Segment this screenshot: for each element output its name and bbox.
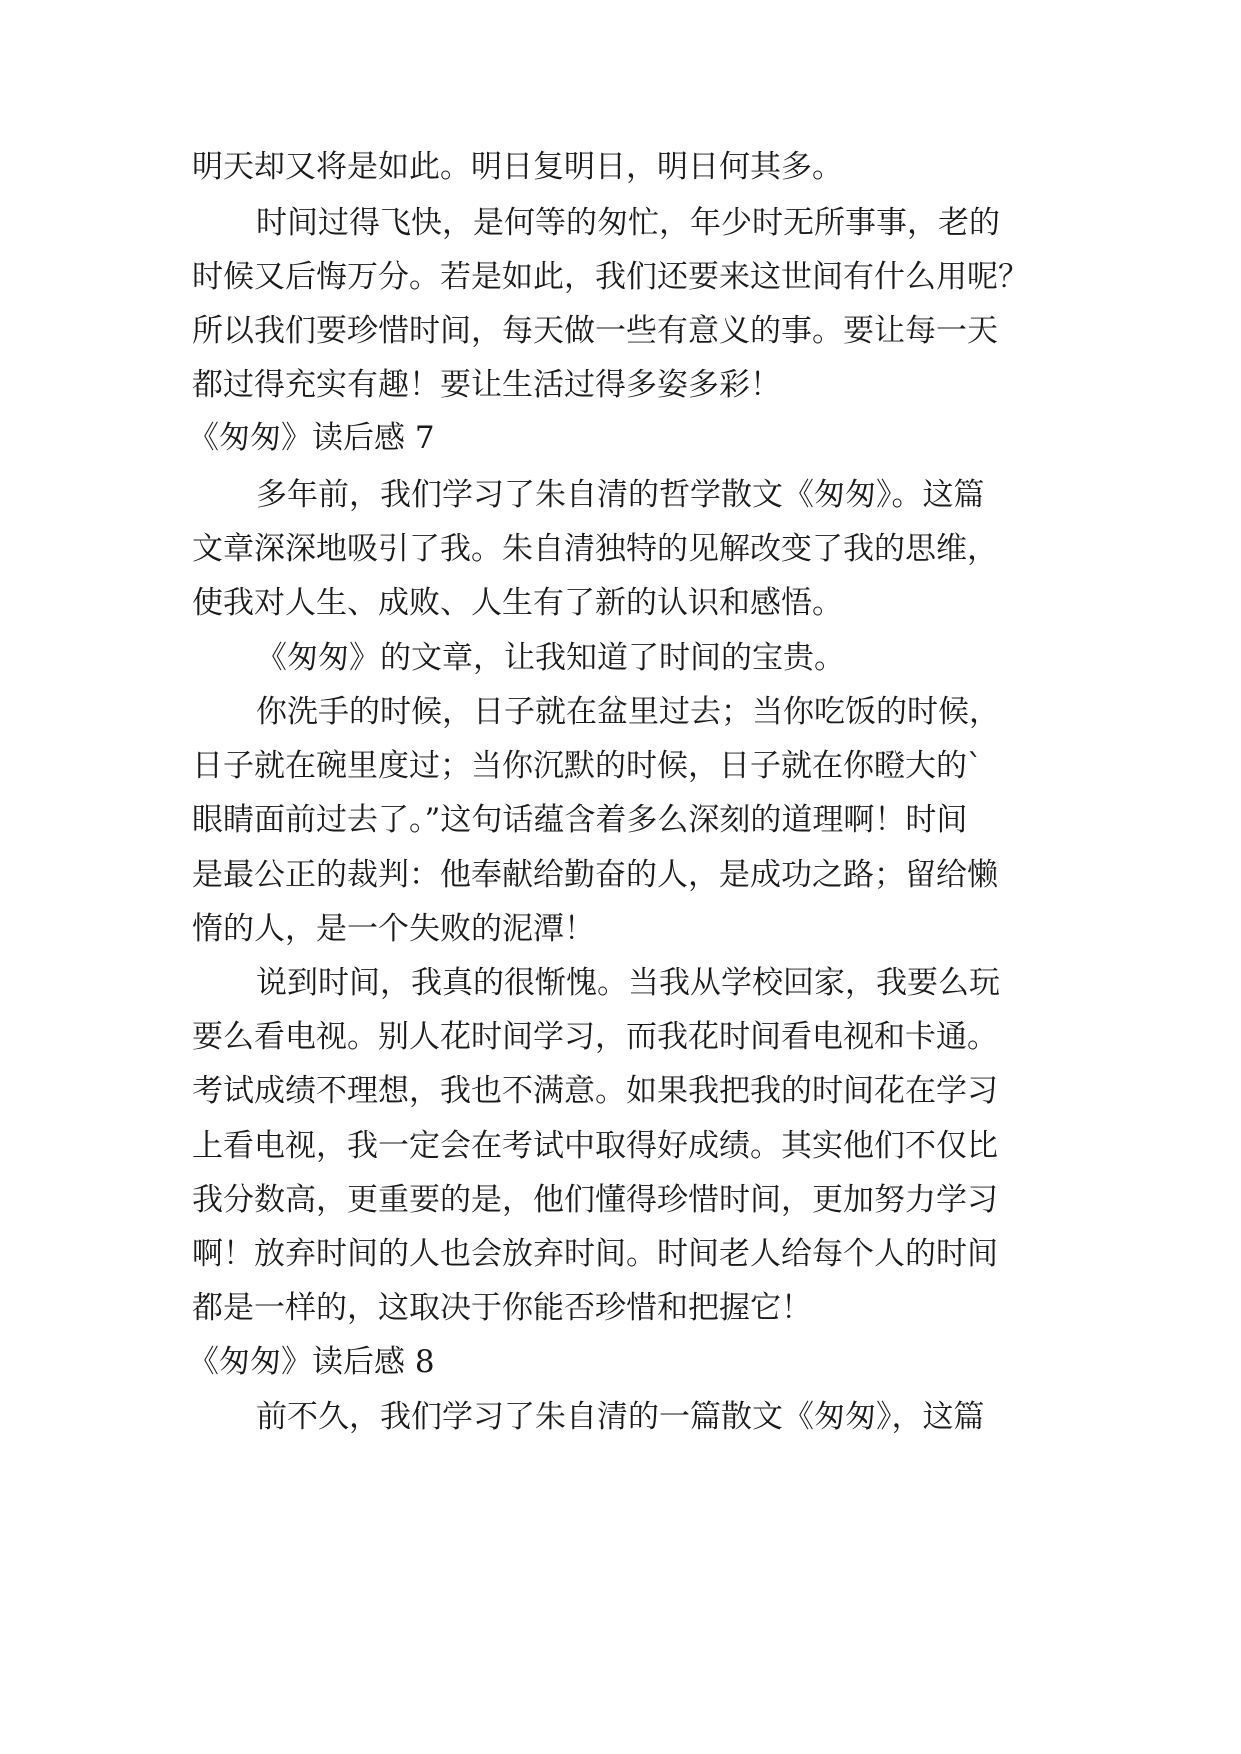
paragraph-start-line: 《匆匆》的文章，让我知道了时间的宝贵。: [256, 640, 845, 676]
section-heading: 《匆匆》读后感 7: [188, 420, 435, 456]
text-line: 所以我们要珍惜时间，每天做一些有意义的事。要让每一天: [192, 313, 998, 349]
text-line: 要么看电视。别人花时间学习，而我花时间看电视和卡通。: [192, 1019, 998, 1055]
text-line: 日子就在碗里度过；当你沉默的时候，日子就在你瞪大的`: [192, 748, 983, 784]
text-line: 使我对人生、成败、人生有了新的认识和感悟。: [192, 585, 843, 621]
text-line: 考试成绩不理想，我也不满意。如果我把我的时间花在学习: [192, 1073, 998, 1109]
text-line: 文章深深地吸引了我。朱自清独特的见解改变了我的思维，: [192, 531, 998, 567]
text-line: 都是一样的，这取决于你能否珍惜和把握它！: [192, 1290, 812, 1326]
paragraph-start-line: 时间过得飞快，是何等的匆忙，年少时无所事事，老的: [256, 205, 1000, 241]
section-heading: 《匆匆》读后感 8: [188, 1344, 435, 1380]
text-line: 时候又后悔万分。若是如此，我们还要来这世间有什么用呢？: [192, 259, 1029, 295]
text-line: 都过得充实有趣！要让生活过得多姿多彩！: [192, 367, 781, 403]
text-line: 眼睛面前过去了。”这句话蕴含着多么深刻的道理啊！时间: [192, 802, 968, 838]
text-line: 啊！放弃时间的人也会放弃时间。时间老人给每个人的时间: [192, 1236, 998, 1272]
paragraph-start-line: 你洗手的时候，日子就在盆里过去；当你吃饭的时候，: [256, 694, 1000, 730]
paragraph-start-line: 前不久，我们学习了朱自清的一篇散文《匆匆》，这篇: [256, 1399, 985, 1435]
text-line: 惰的人，是一个失败的泥潭！: [192, 911, 595, 947]
text-line: 明天却又将是如此。明日复明日，明日何其多。: [192, 149, 843, 185]
text-line: 是最公正的裁判：他奉献给勤奋的人，是成功之路；留给懒: [192, 857, 998, 893]
paragraph-start-line: 说到时间，我真的很惭愧。当我从学校回家，我要么玩: [256, 965, 1000, 1001]
text-line: 上看电视，我一定会在考试中取得好成绩。其实他们不仅比: [192, 1128, 998, 1164]
text-line: 我分数高，更重要的是，他们懂得珍惜时间，更加努力学习: [192, 1182, 998, 1218]
paragraph-start-line: 多年前，我们学习了朱自清的哲学散文《匆匆》。这篇: [256, 477, 985, 513]
